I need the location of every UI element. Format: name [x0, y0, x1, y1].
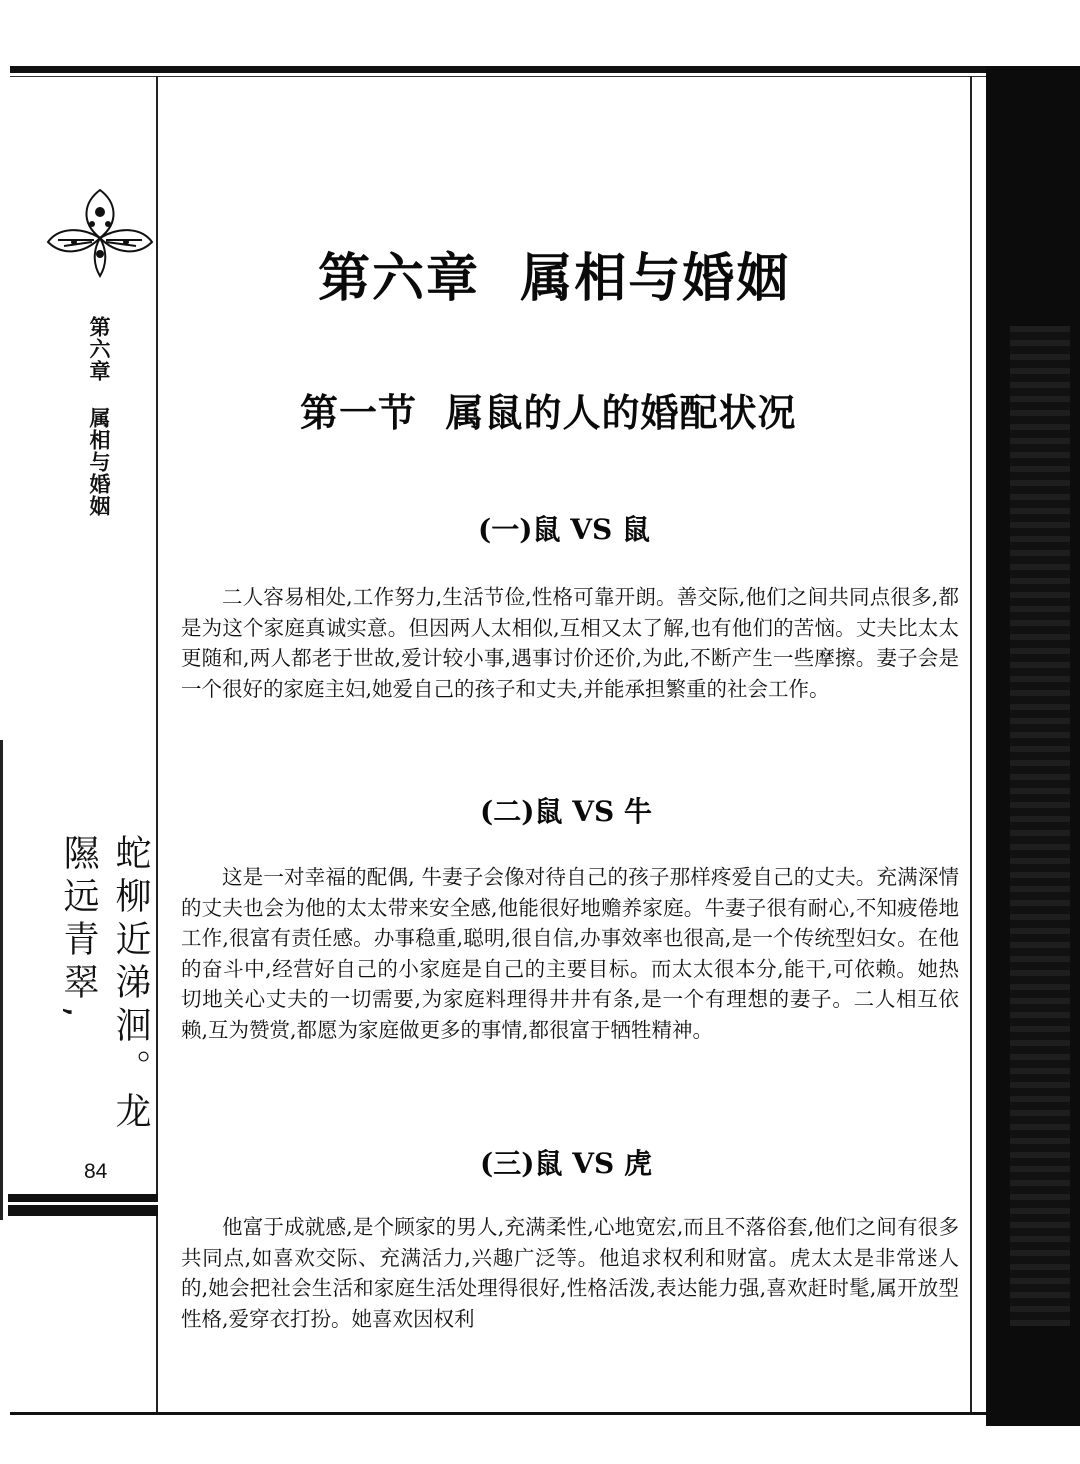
chapter-title: 第六章 属相与婚姻: [318, 249, 791, 309]
leaf-ornament-icon: [44, 182, 156, 280]
top-rule: [10, 66, 986, 73]
subsection-heading: (二)鼠 VS 牛: [480, 795, 652, 828]
scan-dark-edge: [986, 66, 1080, 1426]
subsection-heading: (三)鼠 VS 虎: [480, 1147, 652, 1180]
page-number: 84: [84, 1160, 108, 1183]
section-title: 第一节 属鼠的人的婚配状况: [300, 391, 797, 435]
side-chapter-title: 第六章 属相与婚姻: [87, 316, 111, 517]
text-frame-right: [970, 76, 972, 1412]
bottom-rule: [10, 1412, 986, 1415]
subsection-paragraph: 这是一对幸福的配偶, 牛妻子会像对待自己的孩子那样疼爱自己的丈夫。充满深情的丈夫也会为他的太太带来安全感,他能很好地赡养家庭。牛妻子很有耐心,不知疲倦地工作,很富有责任感。办事稳重,聪明,很自信,办事效率也很高,是一个传统型妇女。在他的奋斗中,经营好自己的小家庭是自己的主要目标。而太太很本分,能干,可依赖。她热切地关心丈夫的一切需要,为家庭料理得井井有条,是一个有理想的妻子。二人相互依赖,互为赞赏,都愿为家庭做更多的事情,都很富于牺牲精神。: [181, 865, 959, 1042]
subsection-paragraph: 他富于成就感,是个顾家的男人,充满柔性,心地宽宏,而且不落俗套,他们之间有很多共同点,如喜欢交际、充满活力,兴趣广泛等。他追求权利和财富。虎太太是非常迷人的,她会把社会生活和家庭生活处理得很好,性格活泼,表达能力强,喜欢赶时髦,属开放型性格,爱穿衣打扮。她喜欢因权利: [181, 1215, 959, 1331]
subsection-heading: (一)鼠 VS 鼠: [478, 513, 650, 546]
subsection-paragraph: 二人容易相处,工作努力,生活节俭,性格可靠开朗。善交际,他们之间共同点很多,都是为这个家庭真诚实意。但因两人太相似,互相又太了解,也有他们的苦恼。丈夫比太太更随和,两人都老于世故,爱计较小事,遇事讨价还价,为此,不断产生一些摩擦。妻子会是一个很好的家庭主妇,她爱自己的孩子和丈夫,并能承担繁重的社会工作。: [181, 585, 959, 701]
page-number-bar: [8, 1194, 158, 1216]
margin-poem: 蛇柳近涕洄。龙隰远青翠,: [58, 834, 151, 1135]
scan-left-edge: [0, 740, 3, 1220]
